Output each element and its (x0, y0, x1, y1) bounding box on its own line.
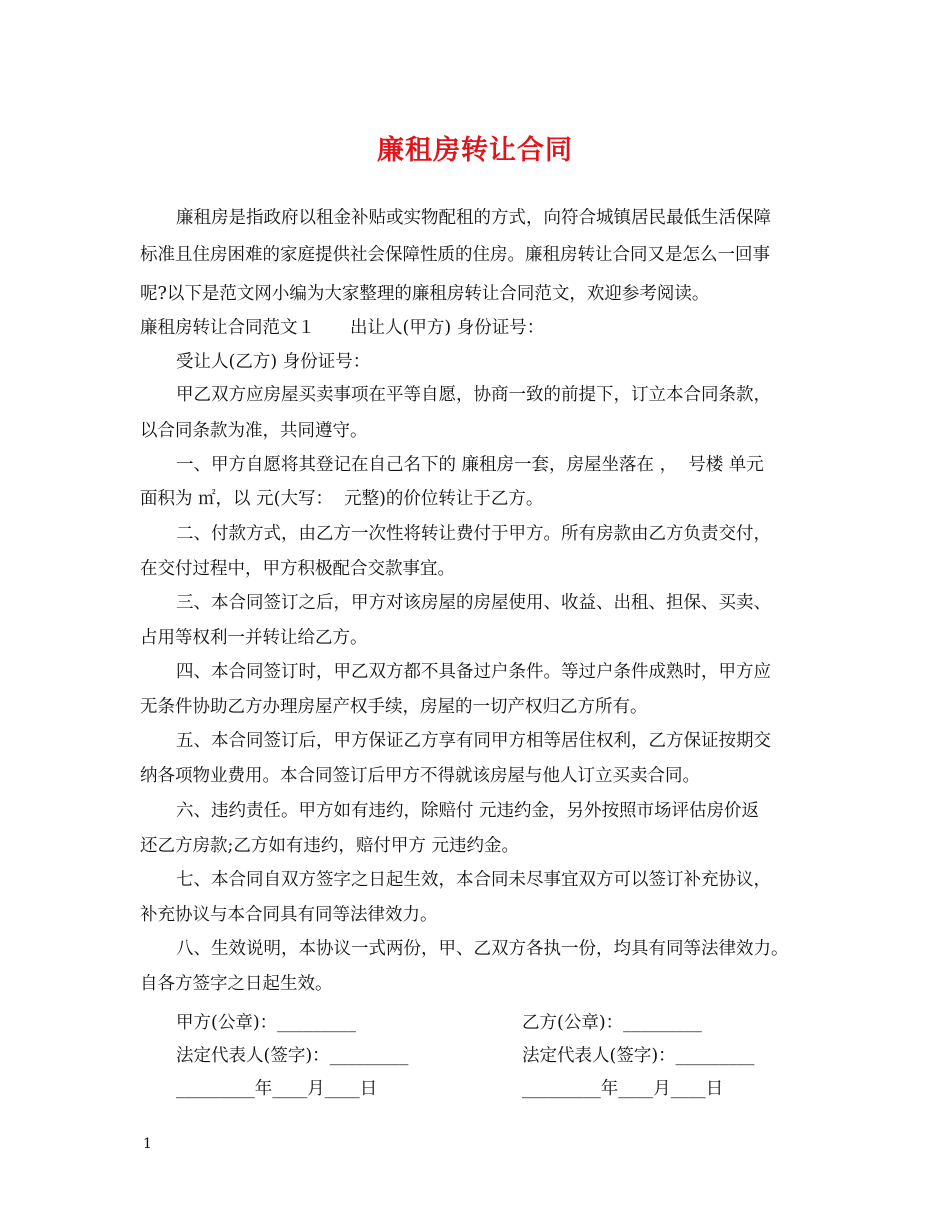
body-line: 甲乙双方应房屋买卖事项在平等自愿，协商一致的前提下，订立本合同条款， (176, 385, 771, 405)
party-b-representative: 法定代表人(签字)：_________ (522, 1046, 755, 1066)
party-a-date: _________年____月____日 (176, 1079, 378, 1099)
body-line: 一、甲方自愿将其登记在自己名下的 廉租房一套，房屋坐落在 ， 号楼 单元 (176, 455, 764, 475)
body-line: 三、本合同签订之后，甲方对该房屋的房屋使用、收益、出租、担保、买卖、 (176, 593, 771, 613)
party-b-seal: 乙方(公章)：_________ (522, 1013, 702, 1033)
body-line: 廉租房是指政府以租金补贴或实物配租的方式，向符合城镇居民最低生活保障 (176, 208, 771, 228)
body-line: 面积为 ㎡，以 元(大写： 元整)的价位转让于乙方。 (140, 489, 544, 509)
body-line: 二、付款方式，由乙方一次性将转让费付于甲方。所有房款由乙方负责交付， (176, 524, 771, 544)
body-line: 八、生效说明，本协议一式两份，甲、乙双方各执一份，均具有同等法律效力。 (176, 939, 789, 959)
body-line: 六、违约责任。甲方如有违约，除赔付 元违约金，另外按照市场评估房价返 (176, 801, 760, 821)
body-line: 四、本合同签订时，甲乙双方都不具备过户条件。等过户条件成熟时，甲方应 (176, 662, 771, 682)
body-line: 无条件协助乙方办理房屋产权手续，房屋的一切产权归乙方所有。 (140, 697, 648, 717)
body-line: 呢?以下是范文网小编为大家整理的廉租房转让合同范文，欢迎参考阅读。 (140, 284, 710, 304)
body-line: 自各方签字之日起生效。 (140, 974, 333, 994)
body-line: 标准且住房困难的家庭提供社会保障性质的住房。廉租房转让合同又是怎么一回事 (140, 245, 770, 265)
body-line: 廉租房转让合同范文１ 出让人(甲方) 身份证号： (140, 318, 545, 338)
body-line: 七、本合同自双方签字之日起生效，本合同未尽事宜双方可以签订补充协议， (176, 870, 771, 890)
body-line: 补充协议与本合同具有同等法律效力。 (140, 905, 438, 925)
party-a-representative: 法定代表人(签字)：_________ (176, 1046, 409, 1066)
party-a-seal: 甲方(公章)：_________ (176, 1013, 356, 1033)
body-line: 在交付过程中，甲方积极配合交款事宜。 (140, 559, 455, 579)
body-line: 以合同条款为准，共同遵守。 (140, 421, 368, 441)
body-line: 五、本合同签订后，甲方保证乙方享有同甲方相等居住权利，乙方保证按期交 (176, 731, 771, 751)
document-title: 廉租房转让合同 (377, 135, 573, 166)
page-number: 1 (143, 1136, 152, 1152)
body-line: 占用等权利一并转让给乙方。 (140, 628, 368, 648)
body-line: 还乙方房款;乙方如有违约，赔付甲方 元违约金。 (140, 836, 519, 856)
party-b-date: _________年____月____日 (522, 1079, 724, 1099)
body-line: 受让人(乙方) 身份证号： (176, 352, 371, 372)
body-line: 纳各项物业费用。本合同签订后甲方不得就该房屋与他人订立买卖合同。 (140, 766, 700, 786)
